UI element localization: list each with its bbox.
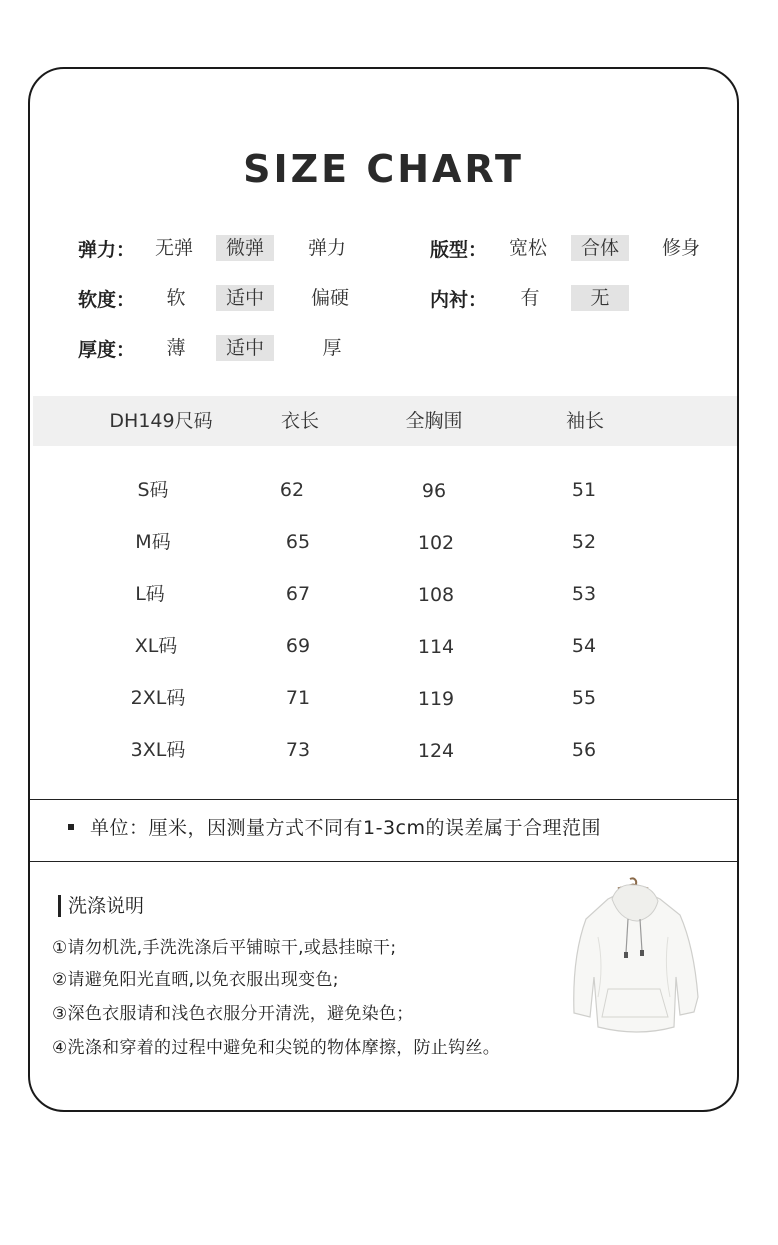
cell-size: L码 (135, 583, 165, 605)
thickness-option-thick: 厚 (322, 337, 342, 359)
cell-size: 2XL码 (130, 687, 186, 709)
cell-sleeve: 51 (571, 479, 597, 501)
cell-length: 67 (285, 583, 311, 605)
lining-option-no: 无 (571, 285, 629, 311)
washing-line-3: ③深色衣服请和浅色衣服分开清洗，避免染色； (52, 1004, 414, 1024)
hoodie-image (568, 877, 700, 1042)
cell-size: S码 (137, 479, 169, 501)
size-chart-card (28, 67, 739, 1112)
softness-label: 软度： (78, 289, 136, 311)
cell-length: 65 (285, 531, 311, 553)
cell-sleeve: 54 (571, 635, 597, 657)
cell-length: 62 (279, 479, 305, 501)
cell-chest: 102 (417, 532, 455, 554)
cell-length: 73 (285, 739, 311, 761)
washing-heading: 洗涤说明 (58, 895, 144, 917)
washing-line-2: ②请避免阳光直晒,以免衣服出现变色; (52, 970, 339, 990)
cell-sleeve: 55 (571, 687, 597, 709)
elasticity-option-slight: 微弹 (216, 235, 274, 261)
fit-option-slim: 修身 (661, 237, 700, 259)
thickness-label: 厚度： (78, 339, 136, 361)
fit-option-loose: 宽松 (508, 237, 547, 259)
thickness-option-medium: 适中 (216, 335, 274, 361)
elasticity-option-none: 无弹 (154, 237, 193, 259)
header-sleeve: 袖长 (565, 410, 604, 432)
cell-length: 71 (285, 687, 311, 709)
washing-line-4: ④洗涤和穿着的过程中避免和尖锐的物体摩擦，防止钩丝。 (52, 1038, 501, 1058)
lining-option-yes: 有 (520, 287, 540, 309)
size-table-header (33, 396, 739, 446)
cell-size: 3XL码 (130, 739, 186, 761)
cell-size: M码 (135, 531, 171, 553)
divider-top (30, 799, 737, 800)
cell-chest: 124 (417, 740, 455, 762)
cell-size: XL码 (134, 635, 178, 657)
header-length: 衣长 (280, 410, 319, 432)
washing-line-1: ①请勿机洗,手洗洗涤后平铺晾干,或悬挂晾干; (52, 938, 397, 958)
thickness-option-thin: 薄 (166, 337, 186, 359)
elasticity-option-elastic: 弹力 (307, 237, 346, 259)
softness-option-hard: 偏硬 (310, 287, 349, 309)
cell-chest: 114 (417, 636, 455, 658)
page-title: SIZE CHART (243, 147, 524, 191)
cell-sleeve: 56 (571, 739, 597, 761)
elasticity-label: 弹力： (78, 239, 136, 261)
cell-chest: 119 (417, 688, 455, 710)
header-size: DH149尺码 (109, 410, 213, 432)
unit-note-text: 单位：厘米，因测量方式不同有1-3cm的误差属于合理范围 (90, 817, 601, 839)
cell-sleeve: 52 (571, 531, 597, 553)
unit-note (68, 813, 601, 840)
divider-bottom (30, 861, 737, 862)
header-chest: 全胸围 (405, 410, 463, 432)
softness-option-medium: 适中 (216, 285, 274, 311)
cell-chest: 108 (417, 584, 455, 606)
lining-label: 内衬： (430, 289, 488, 311)
softness-option-soft: 软 (166, 287, 186, 309)
fit-label: 版型： (430, 239, 488, 261)
cell-length: 69 (285, 635, 311, 657)
fit-option-regular: 合体 (571, 235, 629, 261)
cell-chest: 96 (421, 480, 447, 502)
bullet-icon (68, 824, 74, 830)
cell-sleeve: 53 (571, 583, 597, 605)
